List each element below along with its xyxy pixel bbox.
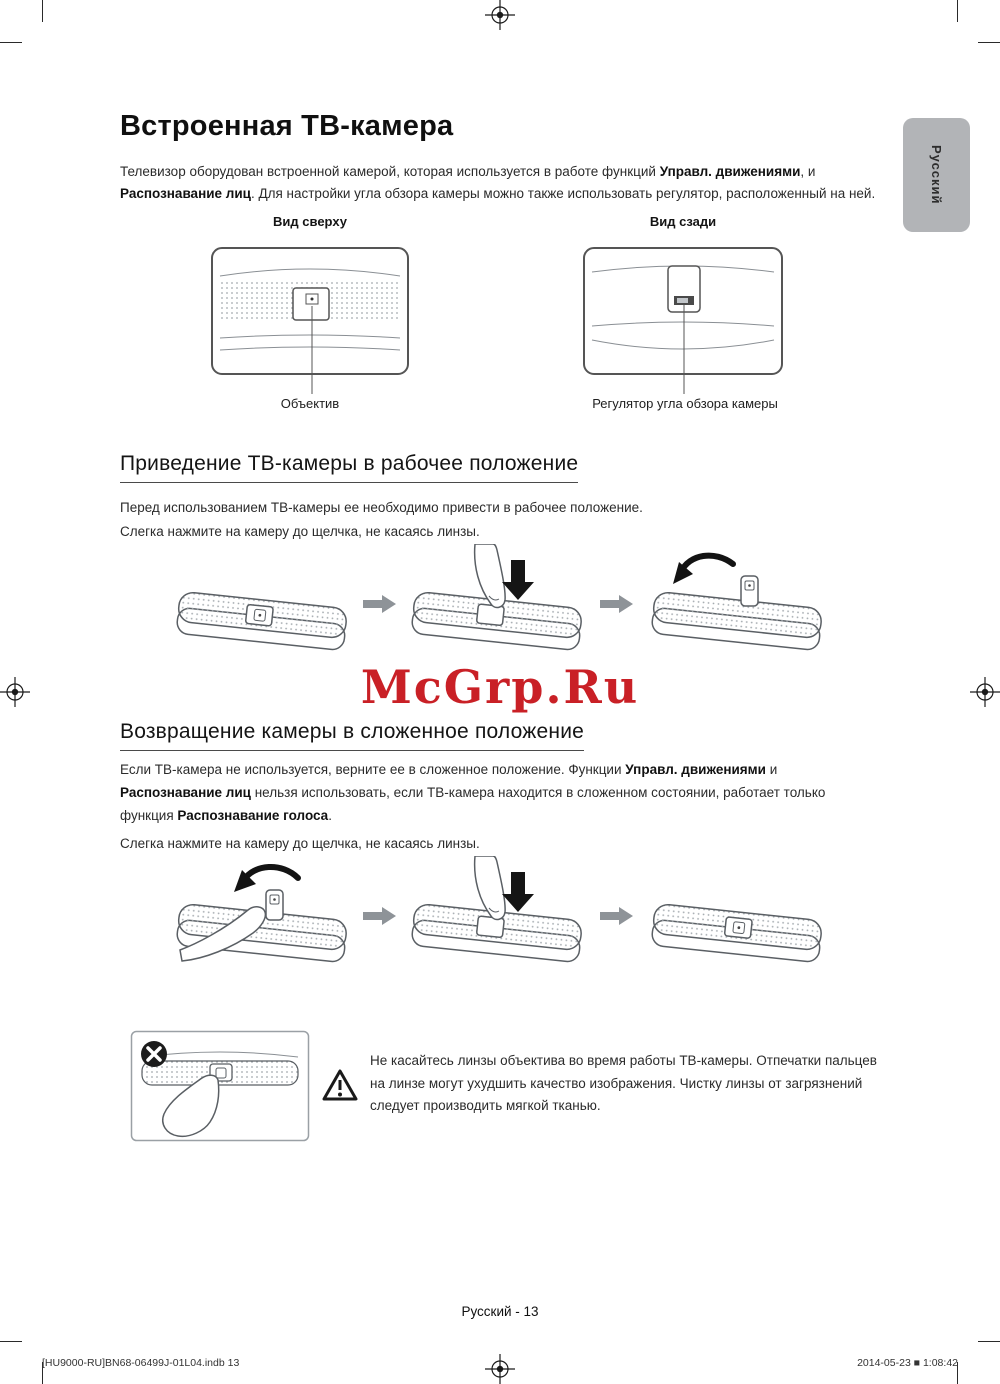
fold-text: нельзя использовать, если ТВ-камера находится в сложенном состоянии, работает только функция: [120, 785, 826, 823]
lens-caption: Объектив: [280, 396, 340, 411]
figure-back-view: [582, 246, 784, 394]
fold-paragraph: [120, 758, 877, 827]
crop-mark: [42, 0, 43, 22]
print-info-right: 2014-05-23 ■ 1:08:42: [857, 1357, 958, 1369]
fold-step-2-illustration: [405, 856, 590, 976]
fold-bold-face-recognition: Распознавание лиц: [120, 785, 251, 800]
arrow-right-icon: [363, 594, 397, 614]
crop-mark: [978, 42, 1000, 43]
page-title: Встроенная ТВ-камера: [120, 110, 454, 142]
crop-mark: [0, 1341, 22, 1342]
do-not-touch-illustration: [130, 1030, 310, 1142]
intro-bold-face-recognition: Распознавание лиц: [120, 185, 251, 201]
fold-bold-motion-control: Управл. движениями: [625, 762, 766, 777]
crop-mark: [0, 42, 22, 43]
watermark: McGrp.Ru: [360, 660, 640, 714]
registration-mark: [485, 1354, 515, 1384]
deploy-step-1-illustration: [170, 544, 355, 664]
prohibit-icon: [141, 1041, 167, 1067]
print-info-left: [HU9000-RU]BN68-06499J-01L04.indb 13: [42, 1357, 240, 1369]
intro-text: Телевизор оборудован встроенной камерой, которая используется в работе функций: [120, 164, 660, 179]
rotate-arrow-icon: [673, 556, 733, 584]
fold-line-2: Слегка нажмите на камеру до щелчка, не касаясь линзы.: [120, 836, 480, 851]
caution-note-text: Не касайтесь линзы объектива во время работы ТВ-камеры. Отпечатки пальцев на линзе могут ухудшить качество изображения. Чистку линзы от загрязнений следует производить мягкой тканью.: [370, 1053, 877, 1113]
language-tab: [903, 118, 970, 232]
section-deploy-heading: Приведение ТВ-камеры в рабочее положение: [120, 452, 578, 483]
deploy-line-2: Слегка нажмите на камеру до щелчка, не касаясь линзы.: [120, 524, 480, 539]
figure-top-view: [210, 246, 410, 394]
footer-page-number: Русский - 13: [461, 1304, 539, 1319]
intro-text: , и: [800, 164, 816, 179]
deploy-step-2-illustration: [405, 544, 590, 664]
intro-text: . Для настройки угла обзора камеры можно также использовать регулятор, расположенный на ней.: [250, 185, 876, 201]
warning-icon: [322, 1068, 358, 1102]
arrow-right-icon: [600, 594, 634, 614]
fold-step-3-illustration: [645, 856, 830, 976]
arrow-right-icon: [363, 906, 397, 926]
intro-paragraph: [120, 161, 877, 204]
fold-text: и: [765, 762, 778, 777]
top-view-label: Вид сверху: [273, 214, 347, 229]
arrow-down-icon: [502, 560, 534, 600]
rotate-arrow-icon: [234, 867, 298, 892]
intro-bold-motion-control: Управл. движениями: [659, 164, 801, 179]
fold-bold-voice-recognition: Распознавание голоса: [177, 808, 329, 823]
crop-mark: [978, 1341, 1000, 1342]
registration-mark: [485, 0, 515, 30]
fold-text: .: [328, 808, 332, 823]
language-tab-label: Русский: [929, 145, 944, 205]
arrow-down-icon: [502, 872, 534, 912]
deploy-line-1: Перед использованием ТВ-камеры ее необходимо привести в рабочее положение.: [120, 500, 643, 515]
regulator-caption: Регулятор угла обзора камеры: [592, 396, 778, 411]
section-fold-heading: Возвращение камеры в сложенное положение: [120, 720, 584, 751]
deploy-step-3-illustration: [645, 544, 830, 664]
crop-mark: [957, 0, 958, 22]
fold-text: Если ТВ-камера не используется, верните ее в сложенное положение. Функции: [120, 762, 626, 777]
fold-step-1-illustration: [170, 856, 355, 976]
arrow-right-icon: [600, 906, 634, 926]
back-view-label: Вид сзади: [649, 214, 717, 229]
